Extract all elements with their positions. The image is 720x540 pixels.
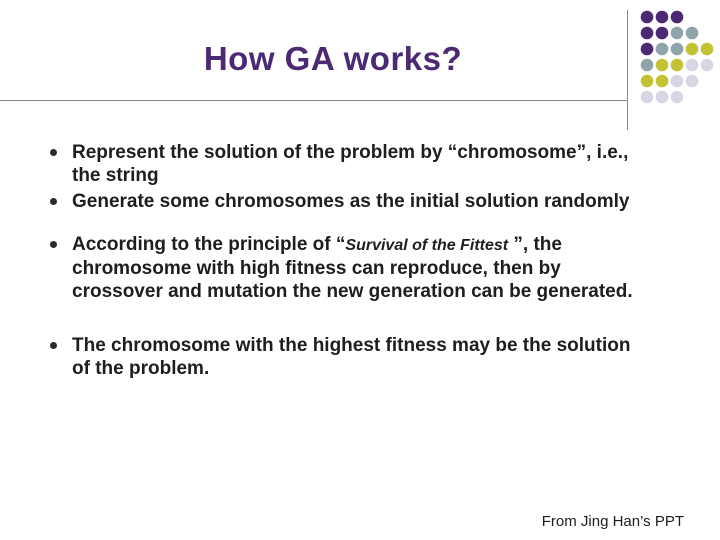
decorative-dot [701, 59, 714, 72]
decorative-dot [671, 11, 684, 24]
bullet-dot-icon [50, 241, 57, 248]
bullet-item [50, 334, 650, 380]
bullet-text-after: ”, the chromosome with high fitness can reproduce, then by crossover and mutation the new generation can be generated. [72, 234, 633, 302]
decorative-dot [641, 27, 654, 40]
bullet-dot-icon [50, 198, 57, 205]
bullet-dot-icon [50, 149, 57, 156]
bullet-dot-icon [50, 342, 57, 349]
decorative-dot [656, 91, 669, 104]
bullet-item [50, 141, 650, 187]
source-credit: From Jing Han’s PPT [541, 513, 684, 530]
decorative-dot [686, 75, 699, 88]
decorative-dot [671, 59, 684, 72]
bullet-text: Generate some chromosomes as the initial solution randomly [72, 191, 630, 212]
decorative-dot [641, 91, 654, 104]
decorative-dot [686, 59, 699, 72]
bullet-emphasis: Survival of the Fittest [345, 237, 509, 254]
decorative-dot [701, 43, 714, 56]
bullet-text-before: According to the principle of “ [72, 234, 346, 255]
decorative-dot [671, 75, 684, 88]
decorative-dot [671, 91, 684, 104]
bullet-list [50, 141, 650, 380]
decorative-dot [671, 27, 684, 40]
decorative-dot [656, 27, 669, 40]
bullet-item [50, 233, 650, 303]
decorative-dot [641, 11, 654, 24]
decorative-dot [686, 27, 699, 40]
bullet-text: Represent the solution of the problem by “chromosome”, i.e., the string [72, 142, 629, 186]
bullet-item [50, 190, 650, 213]
decorative-dot [671, 43, 684, 56]
decorative-dot [686, 43, 699, 56]
title-divider [0, 100, 628, 101]
decorative-dot [656, 11, 669, 24]
slide-title: How GA works? [203, 40, 463, 77]
bullet-text: The chromosome with the highest fitness may be the solution of the problem. [72, 335, 631, 379]
